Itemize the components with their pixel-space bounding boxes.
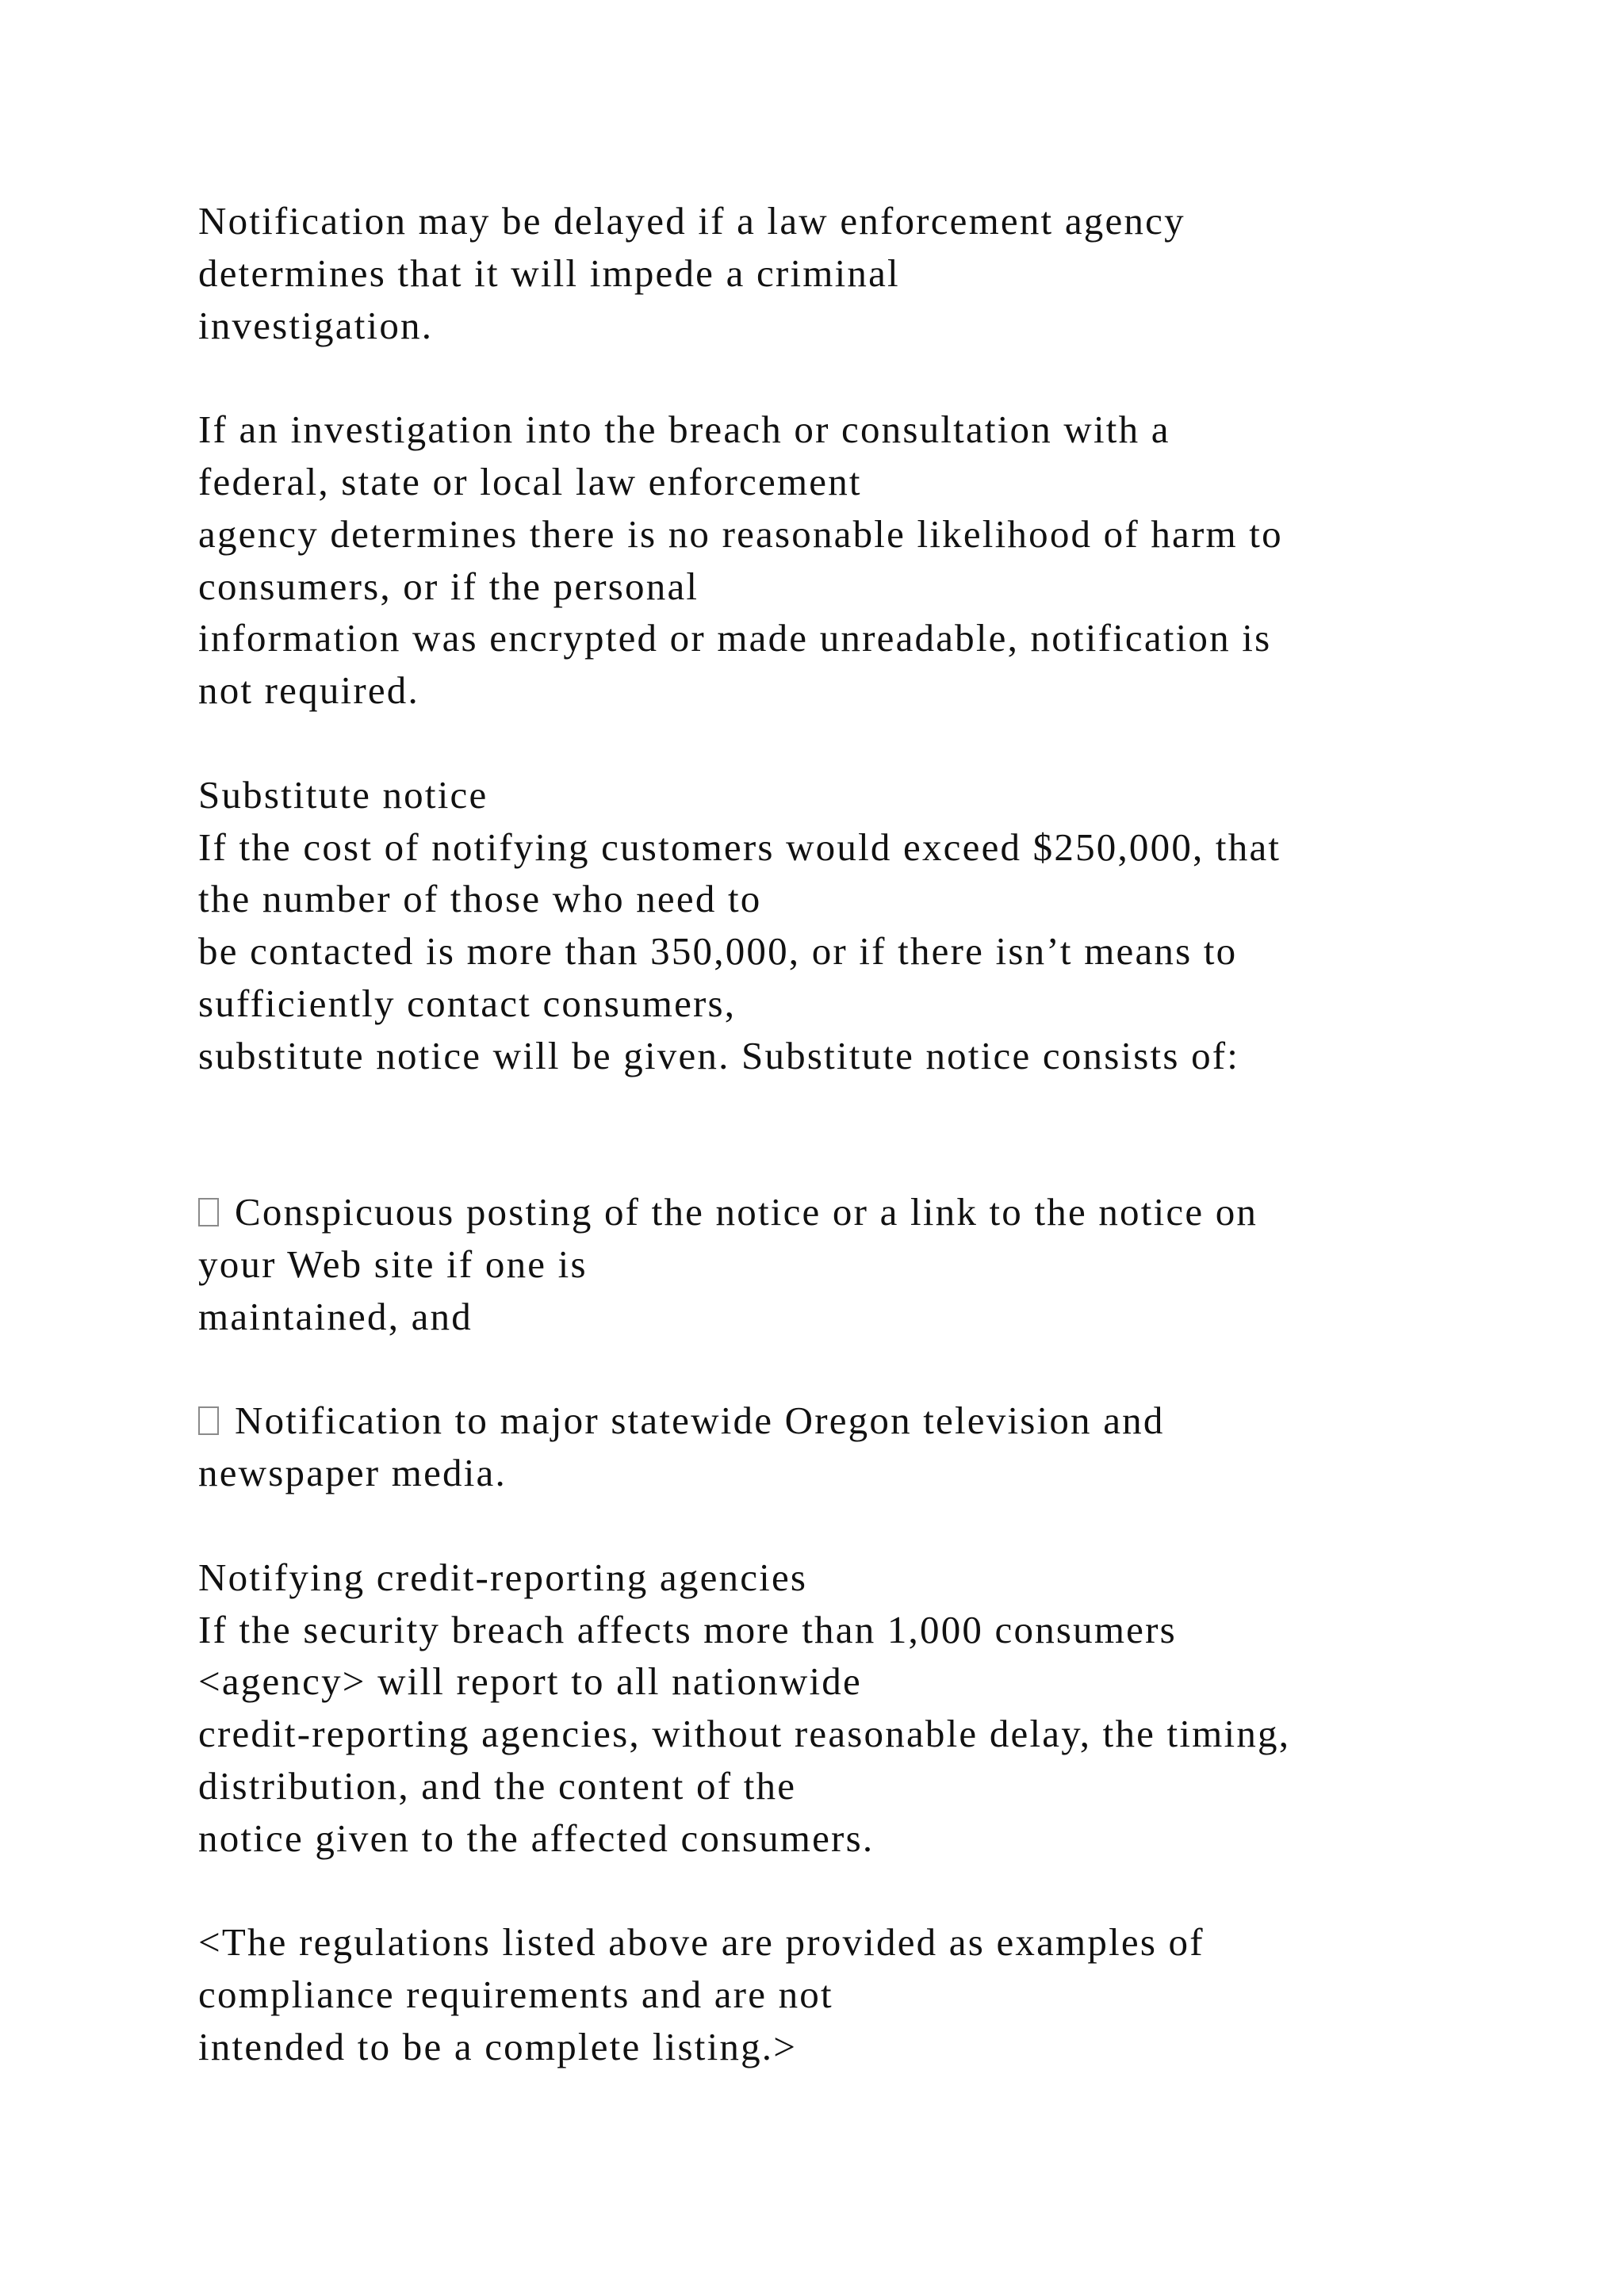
text-line: newspaper media.	[198, 1451, 507, 1495]
bullet-text: Conspicuous posting of the notice or a link to the notice on	[235, 1190, 1258, 1234]
text-line: If an investigation into the breach or consultation with a	[198, 408, 1170, 452]
text-line: <The regulations listed above are provided as examples of	[198, 1920, 1205, 1965]
paragraph-gap	[198, 1343, 1499, 1395]
missing-glyph-box-icon	[198, 1198, 219, 1226]
text-line: sufficiently contact consumers,	[198, 981, 737, 1025]
paragraph-regulations-disclaimer	[198, 1916, 1499, 2072]
section-heading: Substitute notice	[198, 772, 488, 817]
section-heading: Notifying credit-reporting agencies	[198, 1555, 808, 1599]
paragraph-gap	[198, 717, 1499, 769]
text-line: investigation.	[198, 303, 434, 347]
paragraph-gap	[198, 1499, 1499, 1552]
text-line: credit-reporting agencies, without reasonable delay, the timing,	[198, 1712, 1291, 1756]
paragraph-credit-reporting	[198, 1552, 1499, 1865]
document-body	[198, 195, 1499, 2073]
text-line: your Web site if one is	[198, 1242, 588, 1286]
bullet-first-line	[198, 1395, 1499, 1447]
paragraph-no-harm-exception	[198, 404, 1499, 717]
text-line: be contacted is more than 350,000, or if there isn’t means to	[198, 929, 1238, 974]
text-line: not required.	[198, 668, 419, 713]
text-line: <agency> will report to all nationwide	[198, 1659, 862, 1704]
text-line: If the cost of notifying customers would exceed $250,000, that	[198, 825, 1281, 869]
bullet-text: Notification to major statewide Oregon television and	[235, 1399, 1165, 1443]
text-line: intended to be a complete listing.>	[198, 2024, 798, 2068]
paragraph-gap	[198, 1082, 1499, 1135]
text-line: Notification may be delayed if a law enforcement agency	[198, 199, 1185, 243]
paragraph-law-enforcement-delay	[198, 195, 1499, 351]
text-line: maintained, and	[198, 1294, 473, 1338]
text-line: distribution, and the content of the	[198, 1763, 797, 1808]
text-line: the number of those who need to	[198, 877, 762, 921]
missing-glyph-box-icon	[198, 1406, 219, 1435]
bullet-item-web-posting	[198, 1186, 1499, 1342]
paragraph-gap	[198, 351, 1499, 404]
bullet-first-line	[198, 1186, 1499, 1238]
text-line: consumers, or if the personal	[198, 564, 699, 608]
text-line: information was encrypted or made unreadable, notification is	[198, 616, 1272, 660]
paragraph-substitute-notice	[198, 769, 1499, 1082]
paragraph-gap	[198, 1865, 1499, 1917]
text-line: notice given to the affected consumers.	[198, 1816, 875, 1860]
text-line: federal, state or local law enforcement	[198, 459, 862, 503]
paragraph-gap	[198, 1134, 1499, 1186]
bullet-item-media-notification	[198, 1395, 1499, 1499]
text-line: If the security breach affects more than 1,000 consumers	[198, 1607, 1177, 1651]
text-line: substitute notice will be given. Substitute notice consists of:	[198, 1033, 1240, 1077]
text-line: compliance requirements and are not	[198, 1973, 833, 2017]
text-line: agency determines there is no reasonable likelihood of harm to	[198, 511, 1283, 556]
text-line: determines that it will impede a criminal	[198, 251, 900, 295]
